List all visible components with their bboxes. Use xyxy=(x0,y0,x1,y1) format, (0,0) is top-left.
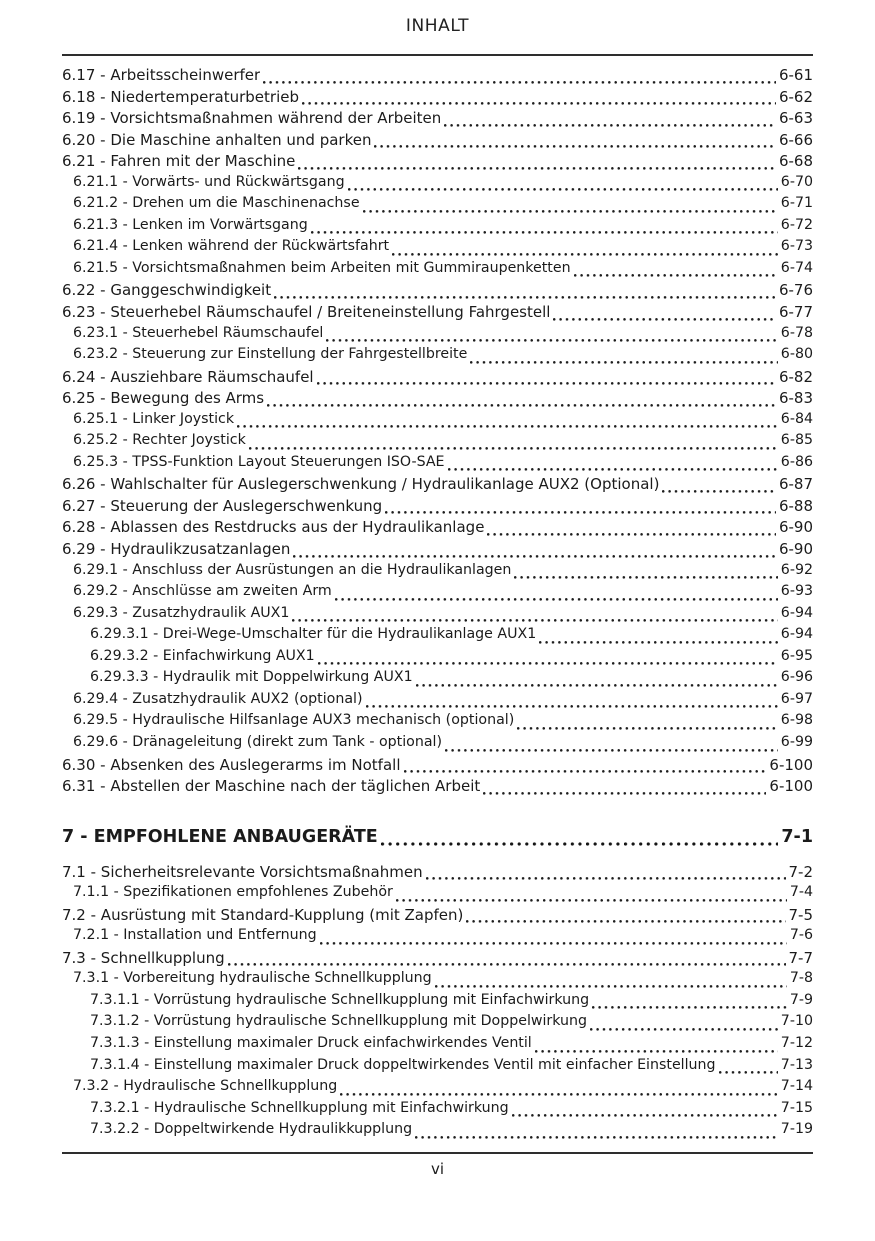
toc-entry[interactable] xyxy=(62,432,813,454)
toc-leader-dots xyxy=(719,1070,778,1075)
toc-entry[interactable] xyxy=(62,626,813,648)
toc-entry-label: 7.3.1.4 - Einstellung maximaler Druck doppeltwirkendes Ventil mit einfacher Einstellung xyxy=(90,1056,716,1073)
toc-entry-page: 6-94 xyxy=(780,604,813,621)
toc-entry[interactable] xyxy=(62,131,813,153)
toc-entry-page: 7-14 xyxy=(780,1078,813,1095)
toc-leader-dots xyxy=(448,467,778,472)
toc-entry-page: 6-62 xyxy=(778,87,813,106)
toc-leader-dots xyxy=(487,532,776,537)
toc-leader-dots xyxy=(385,510,776,515)
toc-entry-page: 6-68 xyxy=(778,152,813,171)
toc-entry-label: 7.3.1.3 - Einstellung maximaler Druck einfachwirkendes Ventil xyxy=(90,1034,532,1051)
toc-entry-label: 6.17 - Arbeitsscheinwerfer xyxy=(62,66,261,84)
toc-entry-page: 7-10 xyxy=(780,1013,813,1030)
toc-entry-page: 6-95 xyxy=(780,647,813,664)
toc-entry-page: 6-85 xyxy=(780,432,813,449)
toc-entry-page: 6-74 xyxy=(780,259,813,276)
toc-entry-page: 6-72 xyxy=(780,216,813,233)
toc-entry[interactable] xyxy=(62,238,813,260)
toc-entry[interactable] xyxy=(62,109,813,131)
toc-entry-label: 7.3 - Schnellkupplung xyxy=(62,948,225,967)
toc-entry-page: 7-15 xyxy=(780,1099,813,1116)
toc-entry-label: 6.29.3.2 - Einfachwirkung AUX1 xyxy=(90,647,315,664)
toc-entry[interactable] xyxy=(62,389,813,411)
toc-entry-page: 6-82 xyxy=(778,367,813,386)
toc-entry-label: 6.21.2 - Drehen um die Maschinenachse xyxy=(73,195,360,212)
toc-entry-page: 6-61 xyxy=(778,66,813,84)
toc-entry-label: 6.31 - Abstellen der Maschine nach der täglichen Arbeit xyxy=(62,777,481,796)
toc-entry[interactable] xyxy=(62,777,813,799)
toc-leader-dots xyxy=(470,360,777,365)
toc-entry-label: 6.21 - Fahren mit der Maschine xyxy=(62,152,296,171)
toc-entry-page: 6-73 xyxy=(780,238,813,255)
toc-entry[interactable] xyxy=(62,906,813,928)
toc-entry[interactable] xyxy=(62,884,813,906)
header-divider xyxy=(62,54,813,56)
toc-entry-page: 6-76 xyxy=(778,281,813,300)
toc-entry-label: 6.29.4 - Zusatzhydraulik AUX2 (optional) xyxy=(73,690,363,707)
toc-entry-page: 6-88 xyxy=(778,496,813,515)
toc-entry-page: 7-4 xyxy=(789,884,813,901)
toc-leader-dots xyxy=(392,252,778,257)
toc-entry-page: 6-96 xyxy=(780,669,813,686)
toc-entry-label: 6.26 - Wahlschalter für Auslegerschwenkung / Hydraulikanlage AUX2 (Optional) xyxy=(62,475,660,494)
toc-leader-dots xyxy=(381,841,779,847)
toc-entry-label: 6.30 - Absenken des Auslegerarms im Notfall xyxy=(62,755,401,774)
toc-leader-dots xyxy=(404,769,767,774)
toc-entry[interactable] xyxy=(62,992,813,1014)
toc-entry[interactable] xyxy=(62,195,813,217)
toc-entry-page: 7-6 xyxy=(789,927,813,944)
toc-entry-label: 7.3.1 - Vorbereitung hydraulische Schnellkupplung xyxy=(73,970,432,987)
toc-entry[interactable] xyxy=(62,1121,813,1143)
toc-entry[interactable] xyxy=(62,648,813,670)
toc-entry-page: 6-90 xyxy=(778,540,813,559)
toc-entry-label: 6.29.2 - Anschlüsse am zweiten Arm xyxy=(73,583,332,600)
toc-entry[interactable] xyxy=(62,66,813,88)
toc-leader-dots xyxy=(237,424,778,429)
toc-entry-page: 7-12 xyxy=(780,1034,813,1051)
toc-entry-page: 6-70 xyxy=(780,173,813,190)
toc-entry[interactable] xyxy=(62,497,813,519)
toc-entry-label: 7.1 - Sicherheitsrelevante Vorsichtsmaßnahmen xyxy=(62,862,423,881)
toc-leader-dots xyxy=(302,101,776,106)
toc-entry[interactable] xyxy=(62,562,813,584)
toc-list xyxy=(62,66,813,1143)
toc-leader-dots xyxy=(274,295,776,300)
toc-entry[interactable] xyxy=(62,927,813,949)
toc-entry[interactable] xyxy=(62,949,813,971)
toc-entry-page: 6-83 xyxy=(778,389,813,408)
toc-entry-page: 6-86 xyxy=(780,453,813,470)
toc-leader-dots xyxy=(662,489,776,494)
toc-entry-page: 6-77 xyxy=(778,303,813,322)
toc-leader-dots xyxy=(374,144,775,149)
toc-entry-label: 6.29.3.1 - Drei-Wege-Umschalter für die Hydraulikanlage AUX1 xyxy=(90,626,537,643)
toc-entry-label: 6.29.5 - Hydraulische Hilfsanlage AUX3 mechanisch (optional) xyxy=(73,712,515,729)
toc-entry[interactable] xyxy=(62,1013,813,1035)
toc-leader-dots xyxy=(363,209,778,214)
toc-entry[interactable] xyxy=(62,1100,813,1122)
toc-entry-label: 6.27 - Steuerung der Auslegerschwenkung xyxy=(62,496,383,515)
toc-entry-page: 6-98 xyxy=(780,712,813,729)
toc-entry-label: 6.29.6 - Dränageleitung (direkt zum Tank - optional) xyxy=(73,733,442,750)
toc-leader-dots xyxy=(263,80,776,85)
toc-entry-page: 7-7 xyxy=(788,948,813,967)
toc-leader-dots xyxy=(445,748,778,753)
toc-chapter-heading[interactable] xyxy=(62,823,813,851)
toc-leader-dots xyxy=(335,597,778,602)
toc-entry[interactable] xyxy=(62,669,813,691)
toc-chapter-heading-page: 7-1 xyxy=(781,826,813,847)
toc-entry[interactable] xyxy=(62,281,813,303)
toc-entry[interactable] xyxy=(62,325,813,347)
toc-leader-dots xyxy=(416,683,778,688)
toc-entry[interactable] xyxy=(62,152,813,174)
toc-entry[interactable] xyxy=(62,583,813,605)
toc-entry-page: 6-78 xyxy=(780,324,813,341)
toc-entry-label: 6.23.2 - Steuerung zur Einstellung der Fahrgestellbreite xyxy=(73,346,468,363)
toc-entry-label: 6.23.1 - Steuerhebel Räumschaufel xyxy=(73,324,324,341)
toc-leader-dots xyxy=(535,1049,778,1054)
toc-leader-dots xyxy=(574,273,778,278)
toc-entry-label: 7.2 - Ausrüstung mit Standard-Kupplung (mit Zapfen) xyxy=(62,905,464,924)
toc-entry-label: 6.29.3 - Zusatzhydraulik AUX1 xyxy=(73,604,290,621)
toc-leader-dots xyxy=(444,123,776,128)
toc-entry-page: 7-9 xyxy=(789,991,813,1008)
toc-leader-dots xyxy=(348,187,778,192)
toc-entry-label: 7.1.1 - Spezifikationen empfohlenes Zubehör xyxy=(73,884,393,901)
toc-leader-dots xyxy=(267,403,776,408)
toc-entry-page: 6-100 xyxy=(769,777,813,796)
toc-entry-page: 6-80 xyxy=(780,346,813,363)
toc-entry-label: 6.25 - Bewegung des Arms xyxy=(62,389,265,408)
toc-entry[interactable] xyxy=(62,475,813,497)
toc-entry[interactable] xyxy=(62,734,813,756)
toc-leader-dots xyxy=(512,1113,778,1118)
toc-entry[interactable] xyxy=(62,217,813,239)
page-title: INHALT xyxy=(405,16,470,36)
toc-leader-dots xyxy=(318,661,778,666)
toc-leader-dots xyxy=(396,898,787,903)
toc-leader-dots xyxy=(293,554,776,559)
toc-entry-page: 6-90 xyxy=(778,518,813,537)
toc-chapter-heading-label: 7 - EMPFOHLENE ANBAUGERÄTE xyxy=(62,826,378,847)
toc-entry-label: 6.29 - Hydraulikzusatzanlagen xyxy=(62,540,291,559)
toc-entry-page: 6-84 xyxy=(780,410,813,427)
toc-entry-label: 6.24 - Ausziehbare Räumschaufel xyxy=(62,367,314,386)
toc-leader-dots xyxy=(590,1027,778,1032)
toc-entry[interactable] xyxy=(62,411,813,433)
toc-entry-label: 7.3.1.2 - Vorrüstung hydraulische Schnellkupplung mit Doppelwirkung xyxy=(90,1013,588,1030)
toc-entry-label: 6.21.1 - Vorwärts- und Rückwärtsgang xyxy=(73,173,345,190)
toc-entry-page: 6-94 xyxy=(780,626,813,643)
toc-entry-label: 6.19 - Vorsichtsmaßnahmen während der Arbeiten xyxy=(62,109,442,128)
toc-entry[interactable] xyxy=(62,368,813,390)
toc-entry-label: 7.3.2.2 - Doppeltwirkende Hydraulikkupplung xyxy=(90,1121,413,1138)
toc-entry[interactable] xyxy=(62,454,813,476)
toc-entry-page: 6-66 xyxy=(778,130,813,149)
toc-leader-dots xyxy=(514,575,777,580)
toc-leader-dots xyxy=(539,640,778,645)
toc-entry[interactable] xyxy=(62,303,813,325)
toc-entry-label: 6.21.4 - Lenken während der Rückwärtsfahrt xyxy=(73,238,390,255)
toc-leader-dots xyxy=(298,166,776,171)
toc-entry[interactable] xyxy=(62,1057,813,1079)
toc-entry[interactable] xyxy=(62,174,813,196)
toc-entry[interactable] xyxy=(62,518,813,540)
toc-entry-label: 6.21.5 - Vorsichtsmaßnahmen beim Arbeiten mit Gummiraupenketten xyxy=(73,259,571,276)
toc-entry-page: 7-19 xyxy=(780,1121,813,1138)
toc-entry-page: 7-8 xyxy=(789,970,813,987)
toc-entry[interactable] xyxy=(62,260,813,282)
toc-entry[interactable] xyxy=(62,88,813,110)
toc-entry-page: 6-100 xyxy=(769,755,813,774)
toc-leader-dots xyxy=(466,919,785,924)
page-number: vi xyxy=(430,1159,445,1178)
toc-entry[interactable] xyxy=(62,1035,813,1057)
toc-entry-page: 6-97 xyxy=(780,690,813,707)
toc-entry[interactable] xyxy=(62,346,813,368)
toc-leader-dots xyxy=(435,984,787,989)
toc-entry-page: 7-5 xyxy=(788,905,813,924)
toc-entry[interactable] xyxy=(62,712,813,734)
toc-entry[interactable] xyxy=(62,691,813,713)
toc-leader-dots xyxy=(292,618,777,623)
toc-entry-page: 7-13 xyxy=(780,1056,813,1073)
toc-entry[interactable] xyxy=(62,863,813,885)
toc-leader-dots xyxy=(483,791,766,796)
toc-leader-dots xyxy=(426,876,786,881)
toc-entry-page: 7-2 xyxy=(788,862,813,881)
toc-leader-dots xyxy=(366,704,778,709)
toc-entry-label: 6.25.1 - Linker Joystick xyxy=(73,410,235,427)
toc-leader-dots xyxy=(311,230,778,235)
toc-entry[interactable] xyxy=(62,605,813,627)
toc-leader-dots xyxy=(228,962,786,967)
toc-entry-label: 6.28 - Ablassen des Restdrucks aus der Hydraulikanlage xyxy=(62,518,485,537)
toc-entry-page: 6-71 xyxy=(780,195,813,212)
toc-entry-label: 7.2.1 - Installation und Entfernung xyxy=(73,927,317,944)
toc-entry[interactable] xyxy=(62,1078,813,1100)
toc-entry[interactable] xyxy=(62,540,813,562)
toc-entry-page: 6-99 xyxy=(780,733,813,750)
toc-entry-label: 6.25.2 - Rechter Joystick xyxy=(73,432,246,449)
toc-entry-label: 6.29.3.3 - Hydraulik mit Doppelwirkung AUX1 xyxy=(90,669,413,686)
toc-leader-dots xyxy=(249,446,778,451)
toc-entry-label: 6.20 - Die Maschine anhalten und parken xyxy=(62,130,372,149)
footer-divider xyxy=(62,1152,813,1154)
toc-leader-dots xyxy=(415,1135,778,1140)
toc-entry-label: 6.21.3 - Lenken im Vorwärtsgang xyxy=(73,216,308,233)
toc-entry[interactable] xyxy=(62,756,813,778)
toc-leader-dots xyxy=(326,338,777,343)
toc-leader-dots xyxy=(340,1092,778,1097)
toc-leader-dots xyxy=(592,1005,787,1010)
toc-entry-page: 6-87 xyxy=(778,475,813,494)
toc-entry-label: 7.3.2 - Hydraulische Schnellkupplung xyxy=(73,1078,338,1095)
toc-entry-label: 7.3.1.1 - Vorrüstung hydraulische Schnellkupplung mit Einfachwirkung xyxy=(90,991,590,1008)
toc-leader-dots xyxy=(553,317,776,322)
toc-entry-page: 6-92 xyxy=(780,561,813,578)
toc-entry-label: 6.29.1 - Anschluss der Ausrüstungen an die Hydraulikanlagen xyxy=(73,561,512,578)
toc-entry-label: 6.22 - Ganggeschwindigkeit xyxy=(62,281,272,300)
toc-entry-label: 6.25.3 - TPSS-Funktion Layout Steuerungen ISO-SAE xyxy=(73,453,445,470)
toc-leader-dots xyxy=(320,941,787,946)
toc-entry-label: 7.3.2.1 - Hydraulische Schnellkupplung mit Einfachwirkung xyxy=(90,1099,509,1116)
toc-entry-label: 6.18 - Niedertemperaturbetrieb xyxy=(62,87,299,106)
toc-leader-dots xyxy=(317,381,776,386)
toc-entry-page: 6-93 xyxy=(780,583,813,600)
toc-entry-label: 6.23 - Steuerhebel Räumschaufel / Breiteneinstellung Fahrgestell xyxy=(62,303,551,322)
toc-leader-dots xyxy=(517,726,778,731)
toc-entry[interactable] xyxy=(62,970,813,992)
toc-entry-page: 6-63 xyxy=(778,109,813,128)
